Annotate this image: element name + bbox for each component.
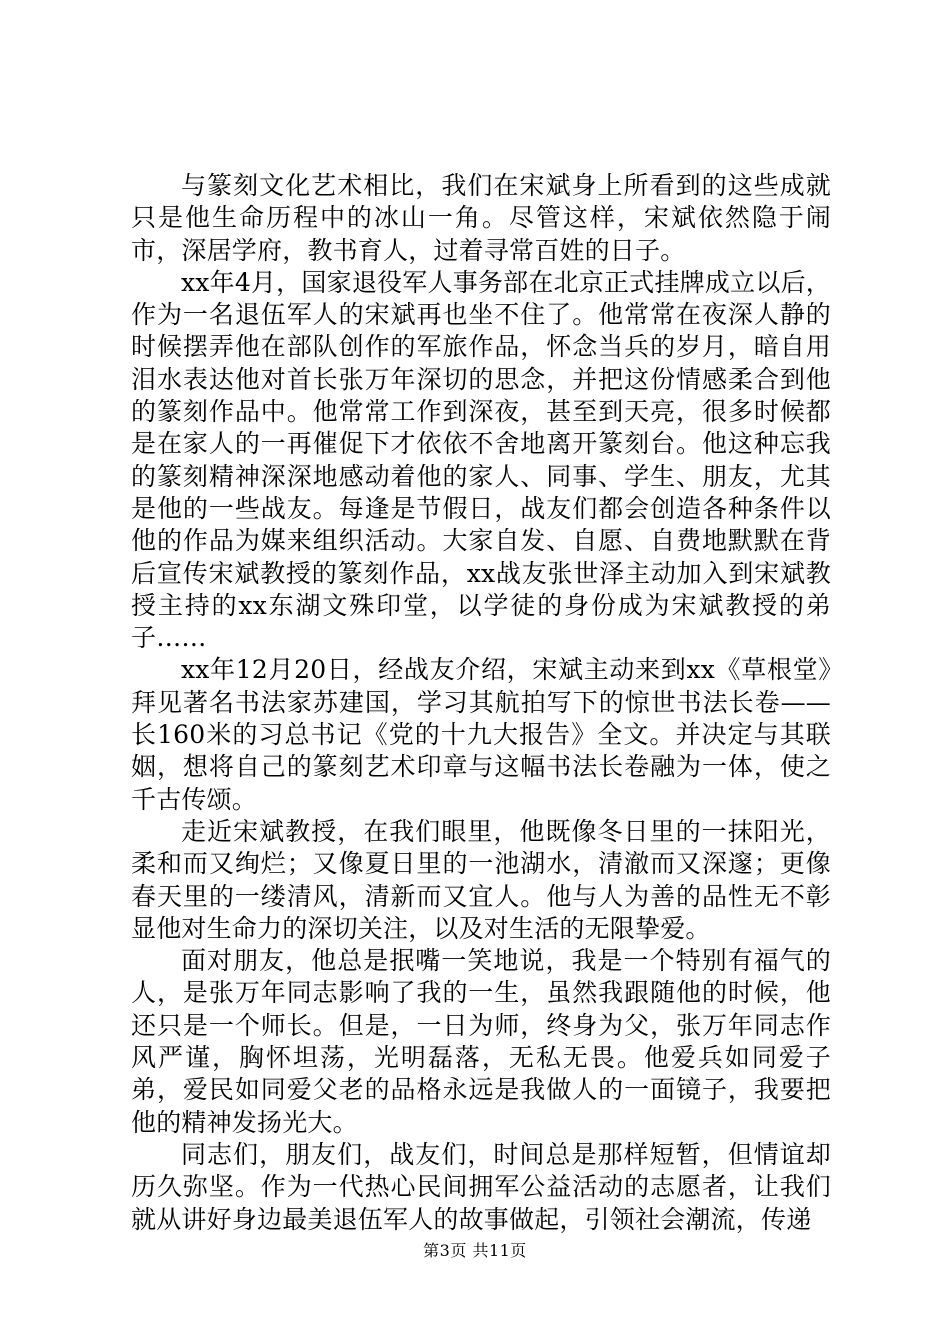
document-body [131,170,831,1236]
page-number-footer: 第3页 共11页 [423,1241,527,1260]
paragraph-5: 面对朋友，他总是抿嘴一笑地说，我是一个特别有福气的人，是张万年同志影响了我的一生，虽然我跟随他的时候，他还只是一个师长。但是，一日为师，终身为父，张万年同志作风严谨，胸怀坦荡，光明磊落，无私无畏。他爱兵如同爱子弟，爱民如同爱父老的品格永远是我做人的一面镜子，我要把他的精神发扬光大。 [131,946,831,1137]
paragraph-1: 与篆刻文化艺术相比，我们在宋斌身上所看到的这些成就只是他生命历程中的冰山一角。尽管这样，宋斌依然隐于闹市，深居学府，教书育人，过着寻常百姓的日子。 [131,171,831,265]
paragraph-6: 同志们，朋友们，战友们，时间总是那样短暂，但情谊却历久弥坚。作为一代热心民间拥军公益活动的志愿者，让我们就从讲好身边最美退伍军人的故事做起，引领社会潮流，传递 [131,1139,831,1234]
paragraph-3: xx年12月20日，经战友介绍，宋斌主动来到xx《草根堂》拜见著名书法家苏建国，学习其航拍写下的惊世书法长卷——长160米的习总书记《党的十九大报告》全文。并决定与其联姻，想将自己的篆刻艺术印章与这幅书法长卷融为一体，使之千古传颂。 [131,655,831,814]
paragraph-2: xx年4月，国家退役军人事务部在北京正式挂牌成立以后，作为一名退伍军人的宋斌再也坐不住了。他常常在夜深人静的时候摆弄他在部队创作的军旅作品，怀念当兵的岁月，暗自用泪水表达他对首长张万年深切的思念，并把这份情感柔合到他的篆刻作品中。他常常工作到深夜，甚至到天亮，很多时候都是在家人的一再催促下才依依不舍地离开篆刻台。他这种忘我的篆刻精神深深地感动着他的家人、同事、学生、朋友，尤其是他的一些战友。每逢是节假日，战友们都会创造各种条件以他的作品为媒来组织活动。大家自发、自愿、自费地默默在背后宣传宋斌教授的篆刻作品，xx战友张世泽主动加入到宋斌教授主持的xx东湖文殊印堂，以学徒的身份成为宋斌教授的弟子…… [131,267,831,653]
paragraph-4: 走近宋斌教授，在我们眼里，他既像冬日里的一抹阳光，柔和而又绚烂；又像夏日里的一池湖水，清澈而又深邃；更像春天里的一缕清风，清新而又宜人。他与人为善的品性无不彰显他对生命力的深切关注，以及对生活的无限挚爱。 [131,816,831,943]
